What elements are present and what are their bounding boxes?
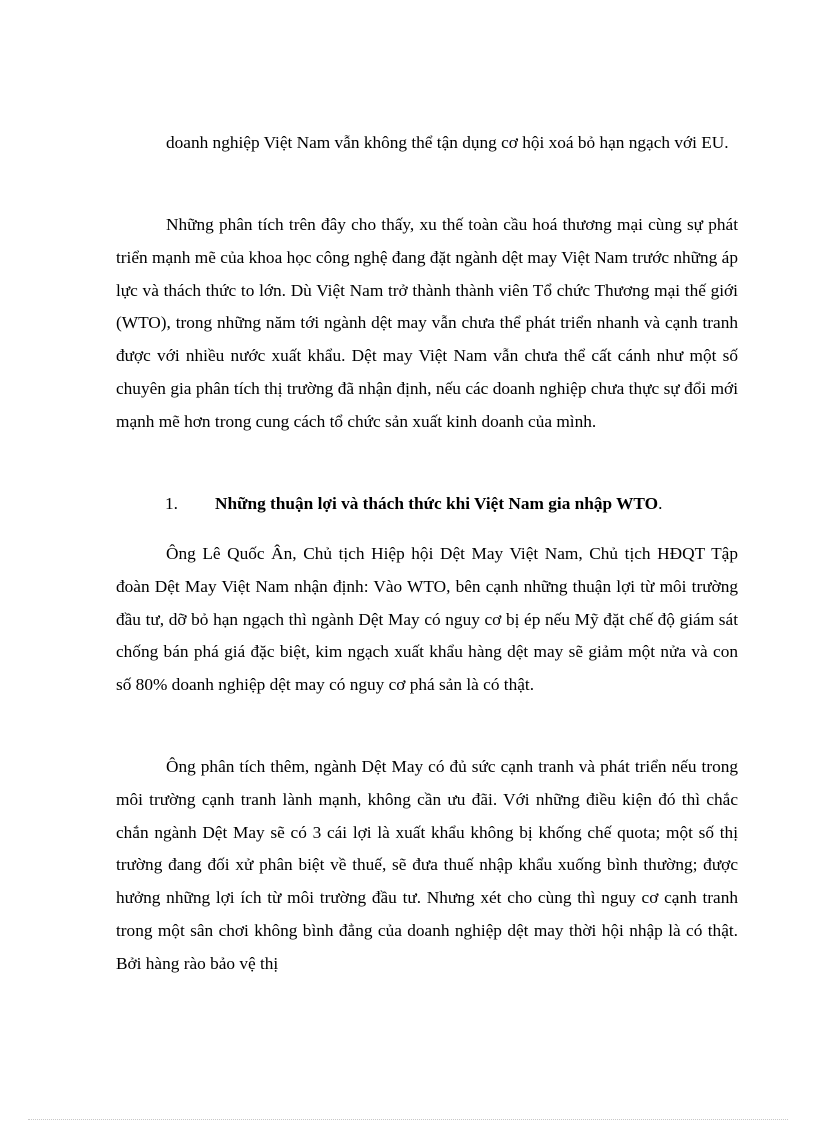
section-title: Những thuận lợi và thách thức khi Việt Nam gia nhập WTO [215, 494, 659, 513]
paragraph-further-analysis: Ông phân tích thêm, ngành Dệt May có đủ sức cạnh tranh và phát triển nếu trong môi trường cạnh tranh lành mạnh, không cần ưu đãi. Với những điều kiện đó thì chắc chắn ngành Dệt May sẽ có 3 cái lợi là xuất khẩu không bị khống chế quota; một số thị trường đang đối xử phân biệt về thuế, sẽ đưa thuế nhập khẩu xuống bình thường; được hưởng những lợi ích từ môi trường đầu tư. Nhưng xét cho cùng thì nguy cơ cạnh tranh trong một sân chơi không bình đẳng của doanh nghiệp dệt may thời hội nhập là có thật. Bởi hàng rào bảo vệ thị [116, 757, 738, 973]
section-title-period: . [658, 494, 663, 513]
section-heading [165, 488, 662, 521]
paragraph-continuation: doanh nghiệp Việt Nam vẫn không thể tận dụng cơ hội xoá bỏ hạn ngạch với EU. [166, 133, 729, 152]
paragraph-le-quoc-an-statement: Ông Lê Quốc Ân, Chủ tịch Hiệp hội Dệt May Việt Nam, Chủ tịch HĐQT Tập đoàn Dệt May Việt Nam nhận định: Vào WTO, bên cạnh những thuận lợi từ môi trường đầu tư, dỡ bỏ hạn ngạch thì ngành Dệt May có nguy cơ bị ép nếu Mỹ đặt chế độ giám sát chống bán phá giá đặc biệt, kim ngạch xuất khẩu hàng dệt may sẽ giảm một nửa và con số 80% doanh nghiệp dệt may có nguy cơ phá sản là có thật. [116, 544, 738, 695]
page-bottom-divider [28, 1119, 788, 1120]
paragraph-analysis-summary: Những phân tích trên đây cho thấy, xu thế toàn cầu hoá thương mại cùng sự phát triển mạnh mẽ của khoa học công nghệ đang đặt ngành dệt may Việt Nam trước những áp lực và thách thức to lớn. Dù Việt Nam trở thành thành viên Tổ chức Thương mại thế giới (WTO), trong những năm tới ngành dệt may vẫn chưa thể phát triển nhanh và cạnh tranh được với nhiều nước xuất khẩu. Dệt may Việt Nam vẫn chưa thể cất cánh như một số chuyên gia phân tích thị trường đã nhận định, nếu các doanh nghiệp chưa thực sự đổi mới mạnh mẽ hơn trong cung cách tổ chức sản xuất kinh doanh của mình. [116, 215, 738, 431]
section-number: 1. [165, 494, 178, 513]
